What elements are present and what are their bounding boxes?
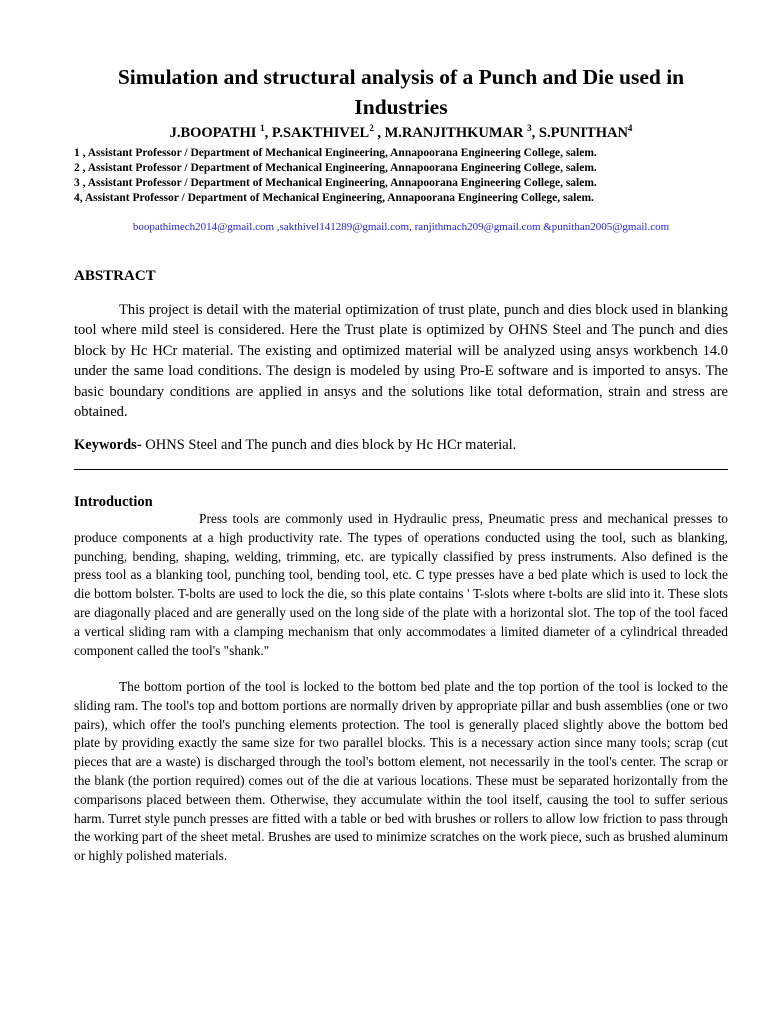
keywords-line bbox=[74, 436, 728, 454]
paper-title: Simulation and structural analysis of a Punch and Die used in Industries bbox=[117, 65, 685, 119]
author-separator: , bbox=[264, 125, 272, 141]
introduction-paragraph: Press tools are commonly used in Hydraulic press, Pneumatic press and mechanical presses to produce components at a high productivity rate. The types of operations conducted using the tool, such as blanking, punching, bending, shaping, welding, trimming, etc. are typically classified by press instruments. Also defined is the press tool as a blanking tool, punching tool, bending tool, etc. C type presses have a bed plate which is used to lock the die bottom bolster. T-bolts are used to lock the die, so this plate contains ' T-slots where t-bolts are slid into it. These slots are diagonally placed and are generally used on the long side of the plate with a horizontal slot. The top of the tool faced a vertical sliding ram with a clamping mechanism that only accommodates a limited diameter of a cylindrical threaded component called the tool's "shank." bbox=[74, 511, 728, 658]
abstract-body: This project is detail with the material optimization of trust plate, punch and dies block used in blanking tool where mild steel is considered. Here the Trust plate is optimized by OHNS Steel and The punch and dies block by Hc HCr material. The existing and optimized material will be analyzed using ansys workbench 14.0 under the same load conditions. The design is modeled by using Pro-E software and is imported to ansys. The basic boundary conditions are applied in ansys and the solutions like total deformation, strain and stress are obtained. bbox=[74, 302, 728, 421]
author-name: S.PUNITHAN bbox=[538, 125, 628, 141]
affiliation-line: 1 , Assistant Professor / Department of Mechanical Engineering, Annapoorana Engineering College, salem. bbox=[74, 147, 597, 159]
abstract-heading: ABSTRACT bbox=[74, 268, 156, 284]
introduction-heading: Introduction bbox=[74, 494, 153, 510]
author-name: P.SAKTHIVEL bbox=[271, 125, 370, 141]
section-divider bbox=[74, 469, 728, 470]
author-name: M.RANJITHKUMAR bbox=[384, 125, 528, 141]
introduction-paragraph: The bottom portion of the tool is locked to the bottom bed plate and the top portion of the tool is locked to the sliding ram. The tool's top and bottom portions are normally driven by appropriate pillar and bush assemblies (one or two pairs), which offer the tool's punching elements protection. The tool is generally placed slightly above the bottom bed plate by providing exactly the same size for two parallel blocks. This is a necessary action since many tools; scrap (cut pieces that are a waste) is discharged through the tool's bottom element, not necessarily in the tool's center. The scrap or the blank (the portion required) comes out of the die at various locations. These must be separated horizontally from the comparisons placed between them. Otherwise, they accumulate within the tool itself, causing the tool to suffer serious harm. Turret style punch presses are fitted with a table or bed with brushes or rollers to allow low friction to pass through the working part of the sheet metal. Brushes are used to minimize scratches on the work piece, such as brushed aluminum or highly polished materials. bbox=[74, 679, 728, 864]
author-separator: , bbox=[373, 125, 385, 141]
author-superscript: 2 bbox=[369, 123, 374, 134]
keywords-text: OHNS Steel and The punch and dies block by Hc HCr material. bbox=[141, 437, 517, 453]
affiliation-block bbox=[74, 146, 728, 206]
author-emails[interactable]: boopathimech2014@gmail.com ,sakthivel141289@gmail.com, ranjithmach209@gmail.com &punithan2005@gmail.com bbox=[132, 221, 670, 233]
affiliation-line: 4, Assistant Professor / Department of Mechanical Engineering, Annapoorana Engineering College, salem. bbox=[74, 192, 594, 204]
affiliation-line: 3 , Assistant Professor / Department of Mechanical Engineering, Annapoorana Engineering College, salem. bbox=[74, 177, 597, 189]
author-name: J.BOOPATHI bbox=[169, 125, 261, 141]
author-separator: , bbox=[531, 125, 539, 141]
affiliation-line: 2 , Assistant Professor / Department of Mechanical Engineering, Annapoorana Engineering College, salem. bbox=[74, 162, 597, 174]
keywords-label: Keywords- bbox=[74, 437, 142, 453]
author-superscript: 3 bbox=[527, 123, 532, 134]
author-superscript: 4 bbox=[627, 123, 633, 134]
author-superscript: 1 bbox=[260, 123, 265, 134]
author-line bbox=[74, 124, 728, 142]
